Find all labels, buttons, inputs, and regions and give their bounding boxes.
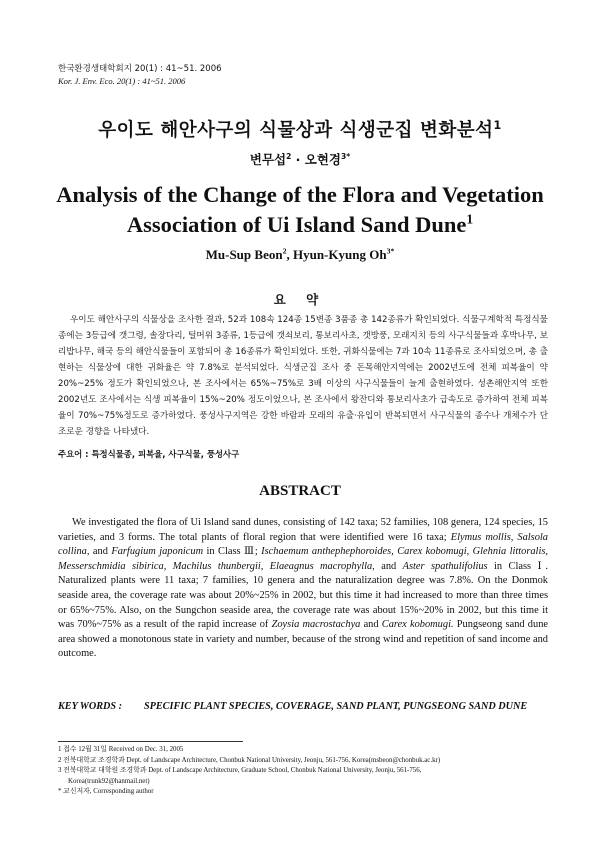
author2-korean-mark: 3* xyxy=(341,151,351,161)
author-separator-korean: · xyxy=(295,152,301,167)
title-korean-text: 우이도 해안사구의 식물상과 식생군집 변화분석 xyxy=(98,120,494,141)
summary-korean: 우이도 해안사구의 식물상을 조사한 결과, 52과 108속 124종 15변종 3품종 총 142종류가 확인되었다. 식물구계학적 특정식물종에는 3등급에 갯그령, 솔장다리, 털머위 3종류, 1등급에 갯쇠보리, 통보리사초, 갯방풍, 모래지치 등의 사구식물들과 후박나무, 보리밥나무, 해국 등의 해안식물들이 포함되어 총 16종류가 확인되었다. 또한, 귀화식물에는 7과 10속 11종류로 조사되었으며, 총 출현하는 식물상에 대한 귀화율은 약 7.8%로 분석되었다. 식생군집 조사 중 돈목해안지역에는 2002년도에 전체 피복율이 약 20%~25% 정도가 확인되었으나, 본 조사에서는 65%~75%로 3배 이상의 사구식물들이 늘게 출현하였다. 성촌해안지역 또한 2002년도 조사에서는 식생 피복율이 15%~20% 정도이었으나, 본 조사에서 왕잔디와 통보리사초가 급속도로 증가하여 전체 피복율이 70%~75%정도로 증가하였다. 풍성사구지역은 강한 바람과 모래의 유출·유입이 반복되면서 사구식물의 종수나 개체수가 단조로운 경향을 나타냈다. xyxy=(58,315,549,437)
authors-korean xyxy=(0,150,600,168)
keywords-english-values: SPECIFIC PLANT SPECIES, COVERAGE, SAND PLANT, PUNGSEONG SAND DUNE xyxy=(144,701,528,712)
author1-english: Mu-Sup Beon xyxy=(205,247,283,262)
author2-english-mark: 3* xyxy=(386,246,395,256)
title-english xyxy=(0,180,600,240)
abstract-text-6: and xyxy=(360,619,382,631)
title-english-line2 xyxy=(0,210,600,240)
author1-korean-mark: 2 xyxy=(286,151,292,161)
footnote-affiliation-2: 3 전북대학교 대학원 조경학과 Dept. of Landscape Architecture, Graduate School, Chonbuk National University, Jeonju, 561-756, xyxy=(58,767,422,774)
abstract-text-4: and xyxy=(374,560,403,572)
abstract-text-2: and xyxy=(89,546,112,558)
abstract-heading: ABSTRACT xyxy=(259,483,341,499)
journal-citation-korean: 한국환경생태학회지 20(1) : 41~51. 2006 xyxy=(58,64,222,74)
footnote-affiliation-2-email: Korea(trunk92@hanmail.net) xyxy=(68,777,150,785)
footnote-divider xyxy=(58,741,243,742)
title-english-line2-text: Association of Ui Island Sand Dune xyxy=(126,212,467,237)
author1-english-mark: 2 xyxy=(282,246,287,256)
journal-citation-english: Kor. J. Env. Eco. 20(1) : 41~51. 2006 xyxy=(58,76,186,86)
species-carex: Carex kobomugi. xyxy=(381,619,454,631)
species-list-class1: Ischaemum anthephephoroides, Carex kobomugi, Glehnia littoralis, Messerschmidia sibirica, Machilus thunbergii, Elaeagnus macrophylla, xyxy=(58,546,548,572)
authors-english xyxy=(0,247,600,263)
keywords-korean: 주요어 : 특정식물종, 피복율, 사구식물, 풍성사구 xyxy=(58,449,240,459)
abstract-text-5: in Class Ⅰ. Naturalized plants were 11 taxa; 7 families, 10 genera and the naturalization degree was 7.8%. On the Donmok seaside area, the coverage rate was about 20%~25% in 2002, but this time it had increased to more than three times or 65%~75%. Also, on the Sungchon seaside area, the coverage rate was about 15%~20% in 2002, but this time it was 70%~75% as a result of the rapid increase of xyxy=(58,560,548,631)
abstract-text-7: Pungseong sand dune area showed a monotonous state in variety and number, because of the strong wind and repetition of sand income and outcome. xyxy=(58,619,548,660)
keywords-english xyxy=(58,700,548,715)
keywords-english-label: KEY WORDS : xyxy=(58,701,122,712)
journal-citation xyxy=(58,63,222,87)
footnote-affiliation-1: 2 전북대학교 조경학과 Dept. of Landscape Architecture, Chonbuk National University, Jeonju, 561-756, Korea(msbeon@chonbuk.ac.kr) xyxy=(58,756,441,764)
title-english-line1: Analysis of the Change of the Flora and Vegetation xyxy=(56,182,544,207)
abstract-english xyxy=(58,516,548,662)
footnote-received: 1 접수 12월 31일 Received on Dec. 31, 2005 xyxy=(58,746,184,753)
species-list-class3: Elymus mollis, Salsola collina, xyxy=(58,531,548,558)
title-english-footnote-mark: 1 xyxy=(466,211,474,227)
title-korean xyxy=(0,116,600,142)
author1-korean: 변무섭 xyxy=(249,152,287,167)
species-aster: Aster spathulifolius xyxy=(402,560,488,572)
title-korean-footnote-mark: 1 xyxy=(493,118,502,132)
author2-korean: 오현경 xyxy=(304,152,341,167)
species-farfugium: Farfugium japonicum xyxy=(111,546,204,558)
footnote-corresponding: * 교신저자, Corresponding author xyxy=(58,788,154,795)
abstract-text-3: in Class Ⅲ; xyxy=(203,546,262,558)
abstract-text-1: We investigated the flora of Ui Island sand dunes, consisting of 142 taxa; 52 families, 108 genera, 124 species, 15 varieties, and 3 forms. The total plants of floral region that were identified were 16 taxa; xyxy=(58,517,548,543)
footnotes xyxy=(58,745,550,798)
summary-heading-korean: 요 약 xyxy=(273,292,327,307)
species-zoysia: Zoysia macrostachya xyxy=(271,619,361,631)
author-separator-english: , xyxy=(286,247,293,262)
author2-english: Hyun-Kyung Oh xyxy=(292,247,387,262)
